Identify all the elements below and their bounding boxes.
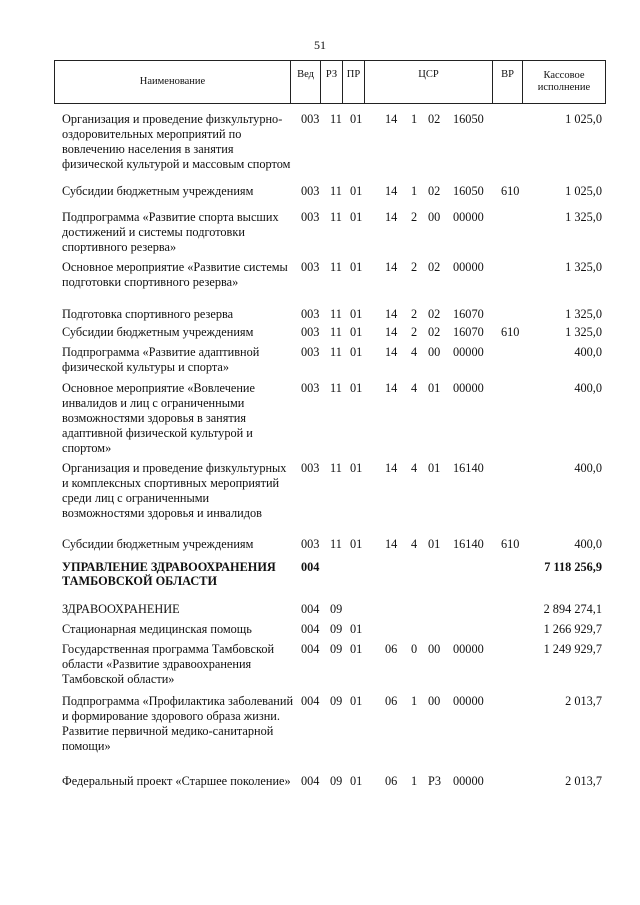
row-name: Организация и проведение физкультурно-оздоровительных мероприятий по вовлечению населения в занятия физической культурой и массовым спортом xyxy=(62,112,291,171)
row-rz: 11 xyxy=(330,184,342,198)
row-pr: 01 xyxy=(350,184,363,198)
row-name: ЗДРАВООХРАНЕНИЕ xyxy=(62,602,180,616)
row-rz: 09 xyxy=(330,622,343,636)
row-csr-direction: 16140 xyxy=(453,537,484,551)
row-csr-subprogram: 0 xyxy=(411,642,418,656)
row-pr: 01 xyxy=(350,112,363,126)
row-amount: 2 013,7 xyxy=(565,694,602,708)
row-csr-direction: 00000 xyxy=(453,642,484,656)
row-ved: 004 xyxy=(301,642,320,656)
row-amount: 1 249 929,7 xyxy=(543,642,602,656)
row-csr-event: 02 xyxy=(428,325,441,339)
row-pr: 01 xyxy=(350,307,363,321)
row-amount: 1 325,0 xyxy=(565,307,602,321)
row-csr-subprogram: 2 xyxy=(411,210,418,224)
row-pr: 01 xyxy=(350,774,363,788)
header-vr: ВР xyxy=(493,61,523,103)
row-vr: 610 xyxy=(501,184,520,198)
row-name: Подпрограмма «Профилактика заболеваний и формирование здорового образа жизни. Развитие первичной медико-санитарной помощи» xyxy=(62,694,294,753)
row-name: Стационарная медицинская помощь xyxy=(62,622,252,636)
row-vr: 610 xyxy=(501,537,520,551)
row-pr: 01 xyxy=(350,694,363,708)
row-csr-subprogram: 2 xyxy=(411,260,418,274)
row-rz: 11 xyxy=(330,112,342,126)
row-csr-program: 06 xyxy=(385,774,398,788)
header-rz: РЗ xyxy=(321,61,343,103)
row-rz: 09 xyxy=(330,642,343,656)
row-csr-direction: 00000 xyxy=(453,210,484,224)
row-name: Организация и проведение физкультурных и комплексных спортивных мероприятий среди лиц с ограниченными возможностями здоровья и инвалидов xyxy=(62,461,287,520)
row-name: Государственная программа Тамбовской области «Развитие здравоохранения Тамбовской области» xyxy=(62,642,275,686)
row-csr-subprogram: 2 xyxy=(411,307,418,321)
row-rz: 09 xyxy=(330,602,343,616)
row-csr-program: 06 xyxy=(385,642,398,656)
row-amount: 1 025,0 xyxy=(565,112,602,126)
row-csr-direction: 00000 xyxy=(453,381,484,395)
row-ved: 004 xyxy=(301,694,320,708)
row-ved: 003 xyxy=(301,184,320,198)
row-csr-subprogram: 2 xyxy=(411,325,418,339)
row-rz: 11 xyxy=(330,210,342,224)
row-csr-program: 14 xyxy=(385,210,398,224)
row-pr: 01 xyxy=(350,642,363,656)
row-csr-subprogram: 1 xyxy=(411,184,418,198)
row-name: Подготовка спортивного резерва xyxy=(62,307,234,321)
row-csr-event: 00 xyxy=(428,694,441,708)
header-ved: Вед xyxy=(291,61,321,103)
row-amount: 7 118 256,9 xyxy=(544,560,602,574)
row-amount: 1 325,0 xyxy=(565,260,602,274)
row-rz: 11 xyxy=(330,345,342,359)
row-csr-subprogram: 1 xyxy=(411,694,418,708)
row-rz: 11 xyxy=(330,260,342,274)
row-rz: 11 xyxy=(330,381,342,395)
row-csr-subprogram: 4 xyxy=(411,537,418,551)
row-csr-event: 02 xyxy=(428,112,441,126)
row-ved: 003 xyxy=(301,381,320,395)
row-amount: 1 266 929,7 xyxy=(543,622,602,636)
row-csr-program: 14 xyxy=(385,307,398,321)
row-csr-program: 14 xyxy=(385,381,398,395)
row-name: Субсидии бюджетным учреждениям xyxy=(62,184,254,198)
row-csr-direction: 16140 xyxy=(453,461,484,475)
row-csr-program: 14 xyxy=(385,325,398,339)
row-ved: 004 xyxy=(301,774,320,788)
row-csr-program: 14 xyxy=(385,537,398,551)
row-csr-subprogram: 4 xyxy=(411,461,418,475)
header-amount: Кассовое исполнение xyxy=(537,69,591,93)
row-name: УПРАВЛЕНИЕ ЗДРАВООХРАНЕНИЯ ТАМБОВСКОЙ ОБЛАСТИ xyxy=(62,560,276,588)
page-number: 51 xyxy=(314,38,326,52)
row-ved: 004 xyxy=(301,602,320,616)
row-ved: 004 xyxy=(301,560,320,574)
row-csr-event: 00 xyxy=(428,210,441,224)
row-rz: 09 xyxy=(330,694,343,708)
header-csr: ЦСР xyxy=(365,61,493,103)
row-csr-direction: 00000 xyxy=(453,694,484,708)
row-csr-event: 01 xyxy=(428,381,441,395)
row-ved: 003 xyxy=(301,112,320,126)
row-amount: 1 025,0 xyxy=(565,184,602,198)
row-pr: 01 xyxy=(350,325,363,339)
row-vr: 610 xyxy=(501,325,520,339)
row-amount: 2 013,7 xyxy=(565,774,602,788)
row-name: Федеральный проект «Старшее поколение» xyxy=(62,774,291,788)
row-csr-event: 02 xyxy=(428,307,441,321)
row-csr-event: 00 xyxy=(428,345,441,359)
row-ved: 003 xyxy=(301,260,320,274)
row-csr-subprogram: 4 xyxy=(411,381,418,395)
row-csr-program: 14 xyxy=(385,184,398,198)
row-pr: 01 xyxy=(350,622,363,636)
row-name: Основное мероприятие «Вовлечение инвалидов и лиц с ограниченными возможностями здоровья в занятия адаптивной физической культурой и спортом» xyxy=(62,381,255,455)
row-csr-program: 14 xyxy=(385,260,398,274)
row-csr-program: 14 xyxy=(385,345,398,359)
row-csr-event: 02 xyxy=(428,184,441,198)
row-name: Основное мероприятие «Развитие системы подготовки спортивного резерва» xyxy=(62,260,288,289)
row-csr-event: 02 xyxy=(428,260,441,274)
row-ved: 003 xyxy=(301,307,320,321)
row-pr: 01 xyxy=(350,210,363,224)
row-ved: 003 xyxy=(301,461,320,475)
row-amount: 1 325,0 xyxy=(565,210,602,224)
row-pr: 01 xyxy=(350,260,363,274)
row-csr-direction: 00000 xyxy=(453,260,484,274)
row-rz: 11 xyxy=(330,325,342,339)
row-pr: 01 xyxy=(350,381,363,395)
row-ved: 003 xyxy=(301,210,320,224)
row-csr-event: 01 xyxy=(428,537,441,551)
row-name: Подпрограмма «Развитие спорта высших достижений и системы подготовки спортивного резерва» xyxy=(62,210,279,254)
row-amount: 400,0 xyxy=(574,537,602,551)
row-name: Субсидии бюджетным учреждениям xyxy=(62,325,254,339)
row-csr-direction: 00000 xyxy=(453,345,484,359)
header-name: Наименование xyxy=(55,61,291,103)
header-pr: ПР xyxy=(343,61,365,103)
row-csr-direction: 16070 xyxy=(453,307,484,321)
row-csr-program: 14 xyxy=(385,461,398,475)
row-ved: 003 xyxy=(301,345,320,359)
row-amount: 400,0 xyxy=(574,461,602,475)
row-csr-event: 01 xyxy=(428,461,441,475)
row-csr-program: 06 xyxy=(385,694,398,708)
row-rz: 11 xyxy=(330,537,342,551)
row-ved: 004 xyxy=(301,622,320,636)
row-name: Субсидии бюджетным учреждениям xyxy=(62,537,254,551)
row-name: Подпрограмма «Развитие адаптивной физической культуры и спорта» xyxy=(62,345,260,374)
row-amount: 2 894 274,1 xyxy=(543,602,602,616)
row-ved: 003 xyxy=(301,325,320,339)
row-pr: 01 xyxy=(350,461,363,475)
row-csr-event: Р3 xyxy=(428,774,441,788)
row-rz: 11 xyxy=(330,307,342,321)
row-pr: 01 xyxy=(350,345,363,359)
row-csr-program: 14 xyxy=(385,112,398,126)
row-rz: 11 xyxy=(330,461,342,475)
row-amount: 1 325,0 xyxy=(565,325,602,339)
row-amount: 400,0 xyxy=(574,345,602,359)
row-pr: 01 xyxy=(350,537,363,551)
row-csr-event: 00 xyxy=(428,642,441,656)
row-csr-subprogram: 1 xyxy=(411,112,418,126)
row-csr-direction: 16050 xyxy=(453,184,484,198)
row-rz: 09 xyxy=(330,774,343,788)
row-ved: 003 xyxy=(301,537,320,551)
row-amount: 400,0 xyxy=(574,381,602,395)
row-csr-subprogram: 1 xyxy=(411,774,418,788)
row-csr-subprogram: 4 xyxy=(411,345,418,359)
row-csr-direction: 00000 xyxy=(453,774,484,788)
row-csr-direction: 16070 xyxy=(453,325,484,339)
row-csr-direction: 16050 xyxy=(453,112,484,126)
